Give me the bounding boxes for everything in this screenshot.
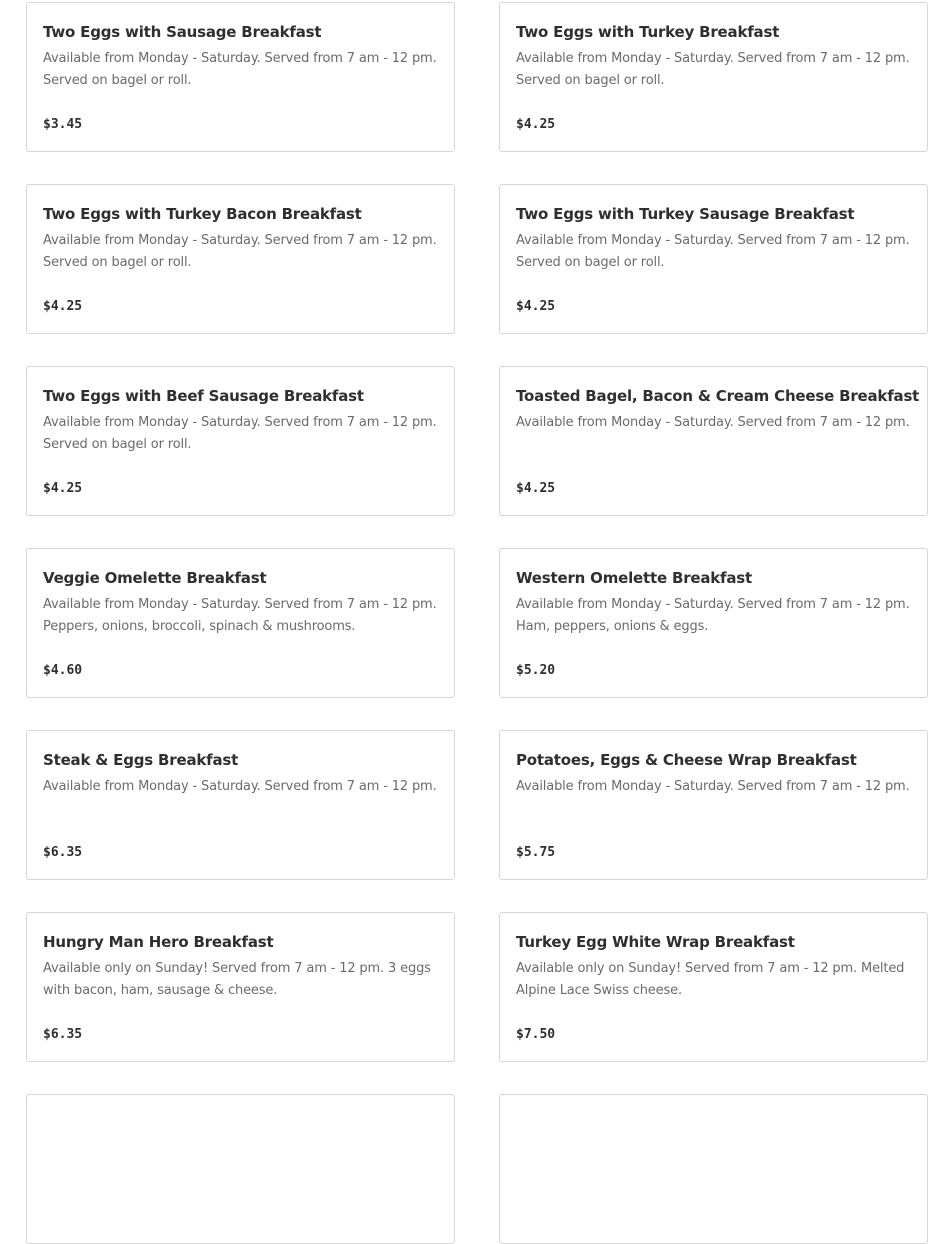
- menu-item-price: $3.45: [43, 117, 83, 132]
- menu-item-price: $5.75: [516, 845, 556, 860]
- menu-item-card[interactable]: [499, 1094, 928, 1244]
- menu-item-title: Potatoes, Eggs & Cheese Wrap Breakfast: [516, 751, 857, 769]
- menu-item-price: $6.35: [43, 1027, 83, 1042]
- menu-item-card[interactable]: [499, 2, 928, 152]
- menu-item-card[interactable]: [499, 366, 928, 516]
- menu-item-card[interactable]: [26, 366, 455, 516]
- menu-item-card[interactable]: [499, 548, 928, 698]
- menu-item-title: Two Eggs with Beef Sausage Breakfast: [43, 387, 364, 405]
- menu-item-price: $4.25: [516, 481, 556, 496]
- menu-item-grid: [26, 2, 928, 1244]
- menu-item-card[interactable]: [499, 912, 928, 1062]
- menu-item-price: $4.60: [43, 663, 83, 678]
- menu-item-description: Available from Monday - Saturday. Served from 7 am - 12 pm. Served on bagel or roll.: [43, 233, 437, 270]
- menu-item-title: Veggie Omelette Breakfast: [43, 569, 267, 587]
- menu-item-description: Available from Monday - Saturday. Served from 7 am - 12 pm. Served on bagel or roll.: [43, 51, 437, 88]
- menu-item-description: Available only on Sunday! Served from 7 am - 12 pm. Melted Alpine Lace Swiss cheese.: [516, 961, 905, 998]
- menu-item-description: Available from Monday - Saturday. Served from 7 am - 12 pm. Ham, peppers, onions & eggs.: [516, 597, 910, 634]
- menu-item-description: Available from Monday - Saturday. Served from 7 am - 12 pm. Served on bagel or roll.: [516, 233, 910, 270]
- menu-item-price: $5.20: [516, 663, 556, 678]
- menu-item-description: Available from Monday - Saturday. Served from 7 am - 12 pm. Served on bagel or roll.: [516, 51, 910, 88]
- menu-item-title: Two Eggs with Sausage Breakfast: [43, 23, 322, 41]
- menu-item-title: Steak & Eggs Breakfast: [43, 751, 239, 769]
- menu-item-card[interactable]: [26, 912, 455, 1062]
- menu-item-card[interactable]: [26, 2, 455, 152]
- menu-item-description: Available from Monday - Saturday. Served from 7 am - 12 pm.: [516, 415, 910, 430]
- menu-item-card[interactable]: [26, 184, 455, 334]
- menu-item-description: Available from Monday - Saturday. Served from 7 am - 12 pm. Peppers, onions, broccoli, spinach & mushrooms.: [43, 597, 437, 634]
- menu-item-price: $4.25: [43, 481, 83, 496]
- menu-item-card[interactable]: [499, 730, 928, 880]
- menu-item-price: $6.35: [43, 845, 83, 860]
- menu-item-price: $4.25: [516, 117, 556, 132]
- menu-item-title: Hungry Man Hero Breakfast: [43, 933, 274, 951]
- menu-item-title: Two Eggs with Turkey Bacon Breakfast: [43, 205, 362, 223]
- menu-item-description: Available from Monday - Saturday. Served from 7 am - 12 pm. Served on bagel or roll.: [43, 415, 437, 452]
- menu-item-card[interactable]: [26, 730, 455, 880]
- menu-item-price: $7.50: [516, 1027, 556, 1042]
- menu-item-price: $4.25: [43, 299, 83, 314]
- menu-item-title: Two Eggs with Turkey Sausage Breakfast: [516, 205, 855, 223]
- menu-item-title: Toasted Bagel, Bacon & Cream Cheese Breakfast: [516, 387, 920, 405]
- menu-item-title: Western Omelette Breakfast: [516, 569, 753, 587]
- menu-item-price: $4.25: [516, 299, 556, 314]
- menu-item-card[interactable]: [499, 184, 928, 334]
- menu-item-description: Available only on Sunday! Served from 7 am - 12 pm. 3 eggs with bacon, ham, sausage & cheese.: [43, 961, 431, 998]
- menu-item-title: Turkey Egg White Wrap Breakfast: [516, 933, 795, 951]
- menu-item-title: Two Eggs with Turkey Breakfast: [516, 23, 780, 41]
- menu-item-card[interactable]: [26, 1094, 455, 1244]
- menu-item-card[interactable]: [26, 548, 455, 698]
- menu-item-description: Available from Monday - Saturday. Served from 7 am - 12 pm.: [516, 779, 910, 794]
- menu-item-description: Available from Monday - Saturday. Served from 7 am - 12 pm.: [43, 779, 437, 794]
